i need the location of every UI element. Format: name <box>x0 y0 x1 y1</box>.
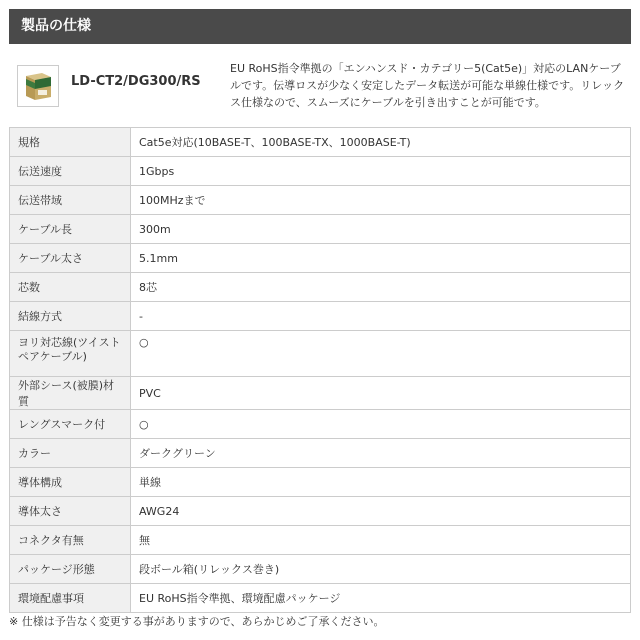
spec-key: 環境配慮事項 <box>10 584 131 613</box>
spec-value: 8芯 <box>131 273 631 302</box>
spec-value: ○ <box>131 331 631 377</box>
product-summary <box>17 62 627 112</box>
section-title: 製品の仕様 <box>21 18 91 34</box>
table-row <box>10 186 631 215</box>
table-row <box>10 273 631 302</box>
spec-key: ケーブル長 <box>10 215 131 244</box>
spec-value: EU RoHS指令準拠、環境配慮パッケージ <box>131 584 631 613</box>
table-row <box>10 439 631 468</box>
spec-key: カラー <box>10 439 131 468</box>
spec-key: 結線方式 <box>10 302 131 331</box>
spec-value: 段ボール箱(リレックス巻き) <box>131 555 631 584</box>
spec-value: 100MHzまで <box>131 186 631 215</box>
spec-key: 外部シース(被膜)材質 <box>10 377 131 410</box>
spec-value: - <box>131 302 631 331</box>
table-row <box>10 244 631 273</box>
disclaimer-note: ※ 仕様は予告なく変更する事がありますので、あらかじめご了承ください。 <box>9 615 385 628</box>
spec-key: ヨリ対芯線(ツイストペアケーブル) <box>10 331 131 377</box>
spec-key: 伝送帯域 <box>10 186 131 215</box>
table-row <box>10 468 631 497</box>
table-row <box>10 377 631 410</box>
table-row <box>10 331 631 377</box>
spec-value: 無 <box>131 526 631 555</box>
spec-value: Cat5e対応(10BASE-T、100BASE-TX、1000BASE-T) <box>131 128 631 157</box>
table-row <box>10 157 631 186</box>
spec-table <box>9 127 631 613</box>
spec-value: 1Gbps <box>131 157 631 186</box>
cable-box-icon <box>17 65 59 107</box>
spec-key: 導体太さ <box>10 497 131 526</box>
spec-key: 規格 <box>10 128 131 157</box>
table-row <box>10 526 631 555</box>
spec-value: ○ <box>131 410 631 439</box>
spec-value: 5.1mm <box>131 244 631 273</box>
model-number: LD-CT2/DG300/RS <box>71 74 201 89</box>
table-row <box>10 584 631 613</box>
spec-value: 300m <box>131 215 631 244</box>
spec-value: 単線 <box>131 468 631 497</box>
spec-key: パッケージ形態 <box>10 555 131 584</box>
spec-value: PVC <box>131 377 631 410</box>
spec-key: レングスマーク付 <box>10 410 131 439</box>
spec-key: 芯数 <box>10 273 131 302</box>
spec-key: コネクタ有無 <box>10 526 131 555</box>
spec-key: ケーブル太さ <box>10 244 131 273</box>
table-row <box>10 128 631 157</box>
table-row <box>10 215 631 244</box>
spec-key: 伝送速度 <box>10 157 131 186</box>
table-row <box>10 555 631 584</box>
table-row <box>10 410 631 439</box>
table-row <box>10 302 631 331</box>
spec-value: ダークグリーン <box>131 439 631 468</box>
spec-value: AWG24 <box>131 497 631 526</box>
spec-key: 導体構成 <box>10 468 131 497</box>
product-description: EU RoHS指令準拠の「エンハンスド・カテゴリー5(Cat5e)」対応のLANケーブルです。伝導ロスが少なく安定したデータ転送が可能な単線仕様です。リレックス仕様なので、スムーズにケーブルを引き出すことが可能です。 <box>230 62 625 109</box>
section-header <box>9 9 631 44</box>
table-row <box>10 497 631 526</box>
